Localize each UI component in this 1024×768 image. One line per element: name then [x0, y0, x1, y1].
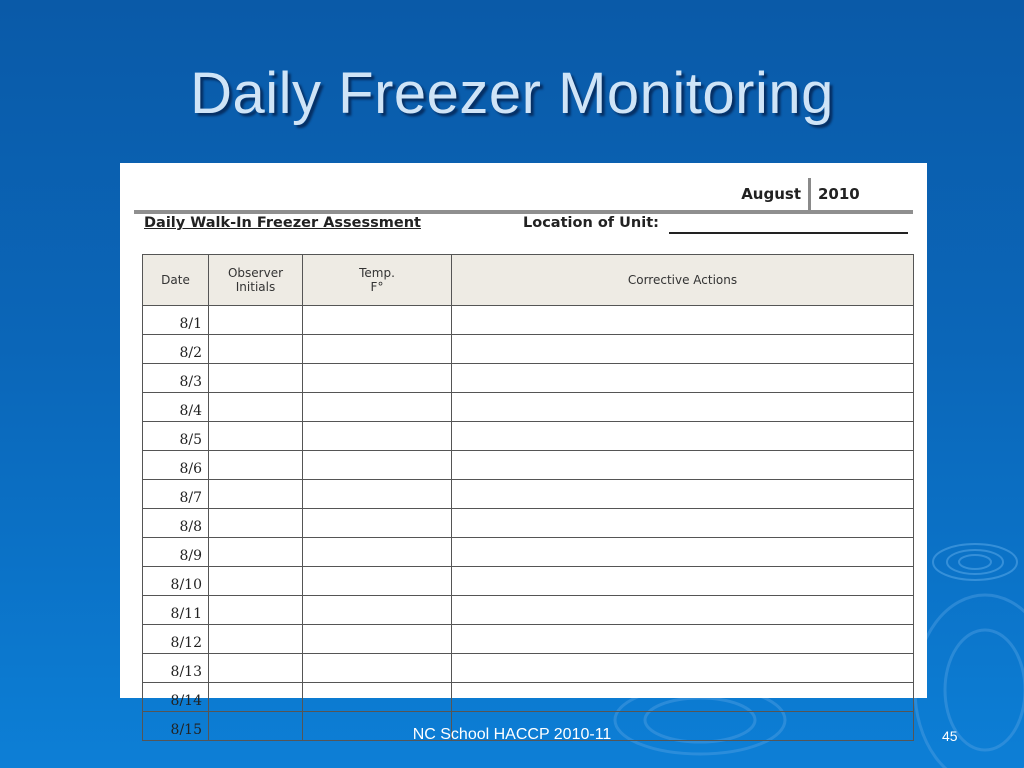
temperature-cell[interactable]: [303, 654, 452, 683]
temperature-cell[interactable]: [303, 567, 452, 596]
observer-initials-cell[interactable]: [209, 567, 303, 596]
observer-initials-cell[interactable]: [209, 393, 303, 422]
date-cell: 8/2: [143, 335, 209, 364]
observer-initials-cell[interactable]: [209, 654, 303, 683]
observer-initials-cell[interactable]: [209, 480, 303, 509]
table-row: [143, 364, 914, 393]
date-cell: 8/9: [143, 538, 209, 567]
month-label: August: [741, 185, 801, 203]
table-row: [143, 393, 914, 422]
date-cell: 8/3: [143, 364, 209, 393]
location-field-line: [669, 232, 908, 234]
date-cell: 8/4: [143, 393, 209, 422]
table-row: [143, 538, 914, 567]
table-body: [143, 306, 914, 741]
corrective-actions-cell[interactable]: [452, 306, 914, 335]
observer-initials-cell[interactable]: [209, 451, 303, 480]
temperature-cell[interactable]: [303, 596, 452, 625]
corrective-actions-cell[interactable]: [452, 654, 914, 683]
slide-title: Daily Freezer Monitoring: [190, 61, 834, 126]
corrective-actions-cell[interactable]: [452, 509, 914, 538]
table-row: [143, 509, 914, 538]
corrective-actions-cell[interactable]: [452, 596, 914, 625]
temperature-cell[interactable]: [303, 335, 452, 364]
corrective-actions-cell[interactable]: [452, 480, 914, 509]
slide-footer: NC School HACCP 2010-11: [412, 726, 612, 743]
date-cell: 8/13: [143, 654, 209, 683]
observer-initials-cell[interactable]: [209, 683, 303, 712]
table-row: [143, 567, 914, 596]
temperature-cell[interactable]: [303, 422, 452, 451]
temperature-cell[interactable]: [303, 625, 452, 654]
temperature-cell[interactable]: [303, 509, 452, 538]
temp-header-text: Temp. F°: [359, 266, 395, 294]
location-label: Location of Unit:: [523, 215, 659, 231]
column-header-observer: [209, 255, 303, 306]
table-row: [143, 451, 914, 480]
corrective-actions-cell[interactable]: [452, 683, 914, 712]
temperature-cell[interactable]: [303, 393, 452, 422]
column-header-temp: [303, 255, 452, 306]
temperature-cell[interactable]: [303, 364, 452, 393]
observer-initials-cell[interactable]: [209, 596, 303, 625]
temperature-cell[interactable]: [303, 538, 452, 567]
table-row: [143, 480, 914, 509]
date-cell: 8/14: [143, 683, 209, 712]
observer-initials-cell[interactable]: [209, 422, 303, 451]
date-cell: 8/10: [143, 567, 209, 596]
observer-initials-cell[interactable]: [209, 335, 303, 364]
table-row: [143, 654, 914, 683]
observer-initials-cell[interactable]: [209, 306, 303, 335]
corrective-actions-cell[interactable]: [452, 422, 914, 451]
corrective-actions-cell[interactable]: [452, 364, 914, 393]
observer-initials-cell[interactable]: [209, 509, 303, 538]
column-header-actions: Corrective Actions: [452, 255, 914, 306]
temperature-cell[interactable]: [303, 683, 452, 712]
date-cell: 8/5: [143, 422, 209, 451]
observer-initials-cell[interactable]: [209, 538, 303, 567]
table-row: [143, 335, 914, 364]
temperature-cell[interactable]: [303, 306, 452, 335]
observer-initials-cell[interactable]: [209, 364, 303, 393]
table-row: [143, 683, 914, 712]
date-cell: 8/7: [143, 480, 209, 509]
date-cell: 8/15: [143, 712, 209, 741]
header-divider: [808, 178, 811, 211]
date-cell: 8/11: [143, 596, 209, 625]
header-rule: [134, 210, 913, 214]
monitoring-table: [142, 254, 914, 741]
table-row: [143, 596, 914, 625]
year-label: 2010: [818, 185, 860, 203]
form-subtitle: Daily Walk-In Freezer Assessment: [144, 215, 421, 231]
corrective-actions-cell[interactable]: [452, 451, 914, 480]
temperature-cell[interactable]: [303, 480, 452, 509]
corrective-actions-cell[interactable]: [452, 538, 914, 567]
date-cell: 8/1: [143, 306, 209, 335]
corrective-actions-cell[interactable]: [452, 567, 914, 596]
table-header-row: [143, 255, 914, 306]
observer-header-text: Observer Initials: [227, 266, 284, 294]
corrective-actions-cell[interactable]: [452, 393, 914, 422]
column-header-date: Date: [143, 255, 209, 306]
date-cell: 8/12: [143, 625, 209, 654]
date-cell: 8/8: [143, 509, 209, 538]
date-cell: 8/6: [143, 451, 209, 480]
temperature-cell[interactable]: [303, 451, 452, 480]
corrective-actions-cell[interactable]: [452, 625, 914, 654]
corrective-actions-cell[interactable]: [452, 335, 914, 364]
observer-initials-cell[interactable]: [209, 625, 303, 654]
page-number: 45: [942, 728, 958, 744]
table-row: [143, 422, 914, 451]
table-row: [143, 306, 914, 335]
table-row: [143, 625, 914, 654]
